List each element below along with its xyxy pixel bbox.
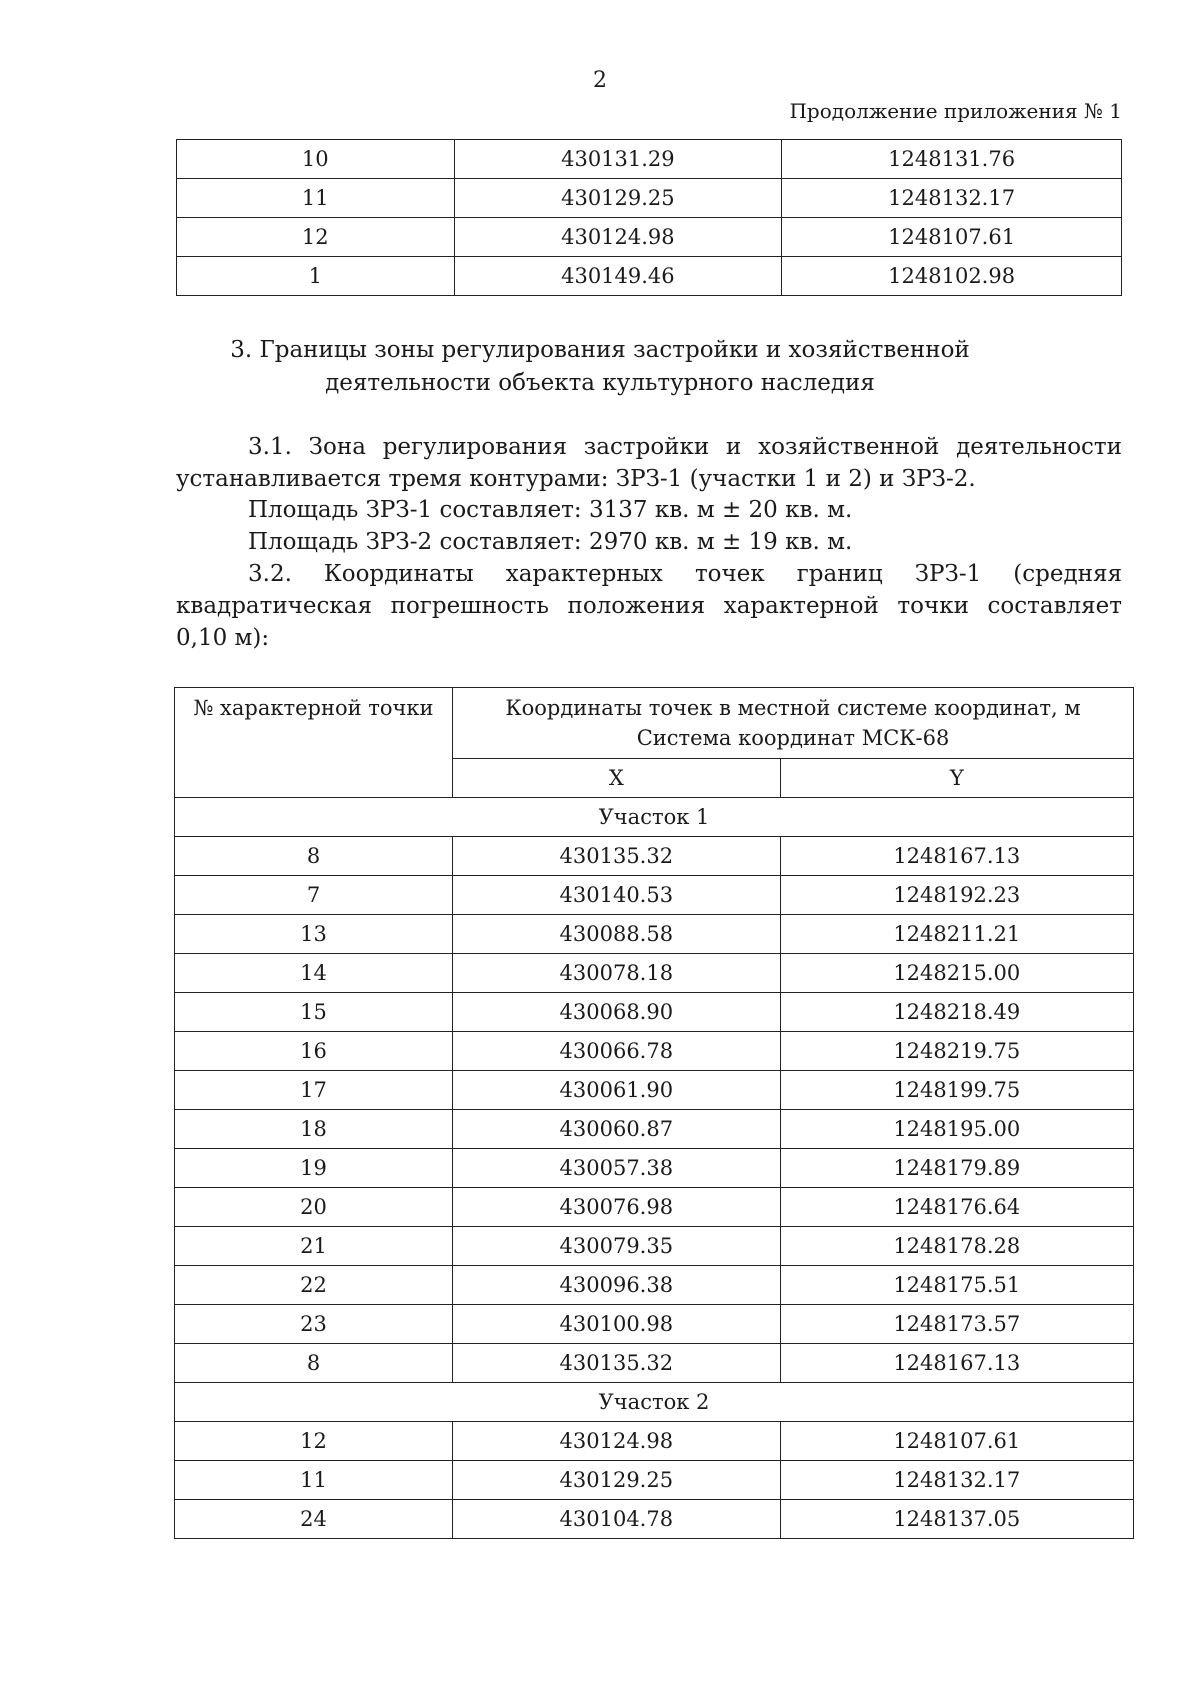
x-coordinate-cell: 430061.90 bbox=[453, 1071, 781, 1110]
x-coordinate-cell: 430060.87 bbox=[453, 1110, 781, 1149]
y-coordinate-cell: 1248173.57 bbox=[780, 1305, 1133, 1344]
x-coordinate-cell: 430131.29 bbox=[454, 140, 782, 179]
point-number-cell: 19 bbox=[175, 1149, 453, 1188]
header-x: X bbox=[453, 759, 781, 798]
x-coordinate-cell: 430078.18 bbox=[453, 954, 781, 993]
paragraph-3-1: 3.1. Зона регулирования застройки и хозяйственной деятельности устанавливается тремя контурами: ЗРЗ-1 (участки 1 и 2) и ЗРЗ-2. bbox=[176, 434, 1122, 492]
paragraph-area-zrz1: Площадь ЗРЗ-1 составляет: 3137 кв. м ± 20 кв. м. bbox=[248, 497, 853, 523]
header-coordinates-line-2: Система координат МСК-68 bbox=[636, 726, 950, 750]
table-row bbox=[175, 1422, 1134, 1461]
x-coordinate-cell: 430057.38 bbox=[453, 1149, 781, 1188]
table-row bbox=[175, 1344, 1134, 1383]
table-row bbox=[177, 218, 1122, 257]
point-number-cell: 24 bbox=[175, 1500, 453, 1539]
table-row bbox=[175, 1305, 1134, 1344]
section-title-line-2: деятельности объекта культурного наследия bbox=[325, 370, 875, 396]
x-coordinate-cell: 430129.25 bbox=[453, 1461, 781, 1500]
continuation-note: Продолжение приложения № 1 bbox=[789, 99, 1122, 123]
point-number-cell: 12 bbox=[177, 218, 455, 257]
point-number-cell: 1 bbox=[177, 257, 455, 296]
y-coordinate-cell: 1248218.49 bbox=[780, 993, 1133, 1032]
table-row bbox=[175, 954, 1134, 993]
table-header-row bbox=[175, 688, 1134, 759]
x-coordinate-cell: 430135.32 bbox=[453, 837, 781, 876]
table-row bbox=[175, 1071, 1134, 1110]
header-coordinates bbox=[453, 688, 1134, 759]
y-coordinate-cell: 1248102.98 bbox=[782, 257, 1122, 296]
point-number-cell: 7 bbox=[175, 876, 453, 915]
y-coordinate-cell: 1248192.23 bbox=[780, 876, 1133, 915]
point-number-cell: 16 bbox=[175, 1032, 453, 1071]
table-row bbox=[175, 993, 1134, 1032]
paragraph-3-2: 3.2. Координаты характерных точек границ ЗРЗ-1 (средняя квадратическая погрешность положения характерной точки составляет 0,10 м): bbox=[176, 561, 1122, 651]
point-number-cell: 18 bbox=[175, 1110, 453, 1149]
table-row bbox=[175, 876, 1134, 915]
table-row bbox=[175, 1149, 1134, 1188]
y-coordinate-cell: 1248211.21 bbox=[780, 915, 1133, 954]
plot-1-row bbox=[175, 798, 1134, 837]
point-number-cell: 23 bbox=[175, 1305, 453, 1344]
y-coordinate-cell: 1248176.64 bbox=[780, 1188, 1133, 1227]
x-coordinate-cell: 430135.32 bbox=[453, 1344, 781, 1383]
point-number-cell: 22 bbox=[175, 1266, 453, 1305]
table-row bbox=[175, 1110, 1134, 1149]
x-coordinate-cell: 430068.90 bbox=[453, 993, 781, 1032]
point-number-cell: 14 bbox=[175, 954, 453, 993]
x-coordinate-cell: 430079.35 bbox=[453, 1227, 781, 1266]
point-number-cell: 8 bbox=[175, 837, 453, 876]
table-row bbox=[175, 1266, 1134, 1305]
x-coordinate-cell: 430124.98 bbox=[453, 1422, 781, 1461]
point-number-cell: 13 bbox=[175, 915, 453, 954]
point-number-cell: 11 bbox=[175, 1461, 453, 1500]
point-number-cell: 12 bbox=[175, 1422, 453, 1461]
x-coordinate-cell: 430140.53 bbox=[453, 876, 781, 915]
x-coordinate-cell: 430096.38 bbox=[453, 1266, 781, 1305]
table-row bbox=[175, 837, 1134, 876]
header-y: Y bbox=[780, 759, 1133, 798]
y-coordinate-cell: 1248199.75 bbox=[780, 1071, 1133, 1110]
y-coordinate-cell: 1248179.89 bbox=[780, 1149, 1133, 1188]
point-number-cell: 11 bbox=[177, 179, 455, 218]
header-coordinates-line-1: Координаты точек в местной системе координат, м bbox=[505, 696, 1081, 720]
header-point-number: № характерной точки bbox=[175, 688, 453, 798]
x-coordinate-cell: 430104.78 bbox=[453, 1500, 781, 1539]
plot-2-row-label: Участок 2 bbox=[175, 1383, 1134, 1422]
point-number-cell: 8 bbox=[175, 1344, 453, 1383]
table-row bbox=[175, 1461, 1134, 1500]
table-row bbox=[175, 915, 1134, 954]
coordinates-table-continued bbox=[176, 139, 1122, 296]
page-number: 2 bbox=[593, 68, 607, 93]
x-coordinate-cell: 430066.78 bbox=[453, 1032, 781, 1071]
y-coordinate-cell: 1248132.17 bbox=[780, 1461, 1133, 1500]
y-coordinate-cell: 1248132.17 bbox=[782, 179, 1122, 218]
y-coordinate-cell: 1248107.61 bbox=[782, 218, 1122, 257]
zrz1-coordinates-table bbox=[174, 687, 1134, 1539]
y-coordinate-cell: 1248175.51 bbox=[780, 1266, 1133, 1305]
y-coordinate-cell: 1248178.28 bbox=[780, 1227, 1133, 1266]
point-number-cell: 15 bbox=[175, 993, 453, 1032]
point-number-cell: 21 bbox=[175, 1227, 453, 1266]
section-title-line-1: 3. Границы зоны регулирования застройки и хозяйственной bbox=[230, 337, 970, 363]
plot-1-row-label: Участок 1 bbox=[175, 798, 1134, 837]
x-coordinate-cell: 430124.98 bbox=[454, 218, 782, 257]
y-coordinate-cell: 1248167.13 bbox=[780, 1344, 1133, 1383]
table-row bbox=[175, 1227, 1134, 1266]
x-coordinate-cell: 430100.98 bbox=[453, 1305, 781, 1344]
table-row bbox=[177, 179, 1122, 218]
point-number-cell: 17 bbox=[175, 1071, 453, 1110]
point-number-cell: 20 bbox=[175, 1188, 453, 1227]
x-coordinate-cell: 430129.25 bbox=[454, 179, 782, 218]
x-coordinate-cell: 430076.98 bbox=[453, 1188, 781, 1227]
table-row bbox=[175, 1500, 1134, 1539]
y-coordinate-cell: 1248107.61 bbox=[780, 1422, 1133, 1461]
point-number-cell: 10 bbox=[177, 140, 455, 179]
section-title bbox=[0, 334, 1200, 400]
x-coordinate-cell: 430149.46 bbox=[454, 257, 782, 296]
plot-2-row bbox=[175, 1383, 1134, 1422]
table-row bbox=[177, 257, 1122, 296]
paragraph-area-zrz2: Площадь ЗРЗ-2 составляет: 2970 кв. м ± 19 кв. м. bbox=[248, 529, 853, 555]
y-coordinate-cell: 1248137.05 bbox=[780, 1500, 1133, 1539]
y-coordinate-cell: 1248215.00 bbox=[780, 954, 1133, 993]
y-coordinate-cell: 1248131.76 bbox=[782, 140, 1122, 179]
y-coordinate-cell: 1248219.75 bbox=[780, 1032, 1133, 1071]
y-coordinate-cell: 1248167.13 bbox=[780, 837, 1133, 876]
table-row bbox=[175, 1188, 1134, 1227]
table-row bbox=[177, 140, 1122, 179]
x-coordinate-cell: 430088.58 bbox=[453, 915, 781, 954]
table-row bbox=[175, 1032, 1134, 1071]
y-coordinate-cell: 1248195.00 bbox=[780, 1110, 1133, 1149]
